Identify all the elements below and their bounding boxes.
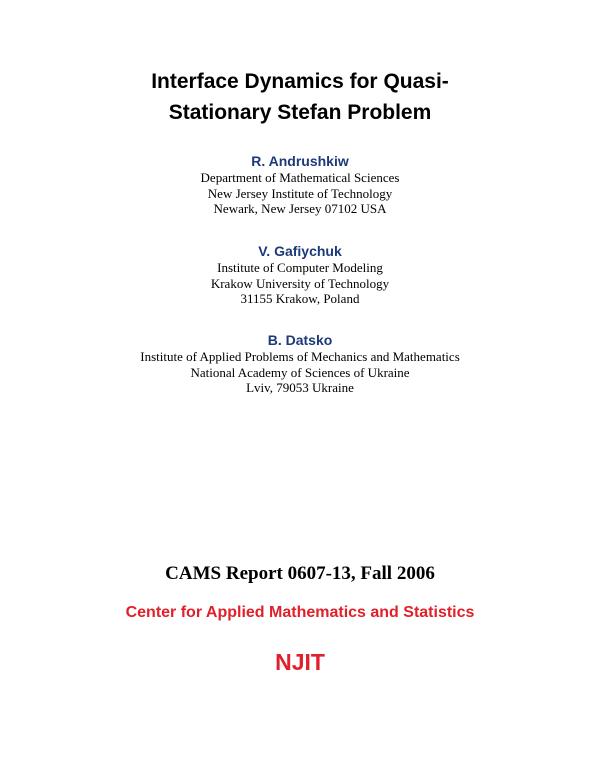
affiliation-line: 31155 Krakow, Poland — [240, 291, 360, 306]
author-name: B. Datsko — [267, 332, 333, 348]
affiliation-line: Institute of Applied Problems of Mechanics and Mathematics — [140, 349, 460, 364]
affiliation-line: Krakow University of Technology — [210, 275, 390, 291]
affiliation-line: New Jersey Institute of Technology — [207, 185, 393, 201]
author-block-andrushkiw — [0, 152, 600, 217]
author-name: R. Andrushkiw — [251, 153, 349, 169]
center-name: Center for Applied Mathematics and Statistics — [125, 604, 475, 621]
report-number: CAMS Report 0607-13, Fall 2006 — [165, 563, 435, 584]
paper-title — [0, 66, 600, 128]
affiliation-line: Newark, New Jersey 07102 USA — [213, 201, 387, 216]
paper-title-line-1: Interface Dynamics for Quasi- — [151, 70, 449, 93]
author-block-datsko — [0, 331, 600, 396]
affiliation-line: Institute of Computer Modeling — [217, 260, 383, 275]
affiliation-line: National Academy of Sciences of Ukraine — [190, 364, 410, 380]
affiliation-line: Department of Mathematical Sciences — [200, 170, 400, 185]
author-name: V. Gafiychuk — [258, 243, 342, 259]
institution-name: NJIT — [275, 649, 325, 675]
paper-title-line-2: Stationary Stefan Problem — [168, 101, 432, 124]
author-block-gafiychuk — [0, 242, 600, 307]
affiliation-line: Lviv, 79053 Ukraine — [246, 380, 354, 395]
